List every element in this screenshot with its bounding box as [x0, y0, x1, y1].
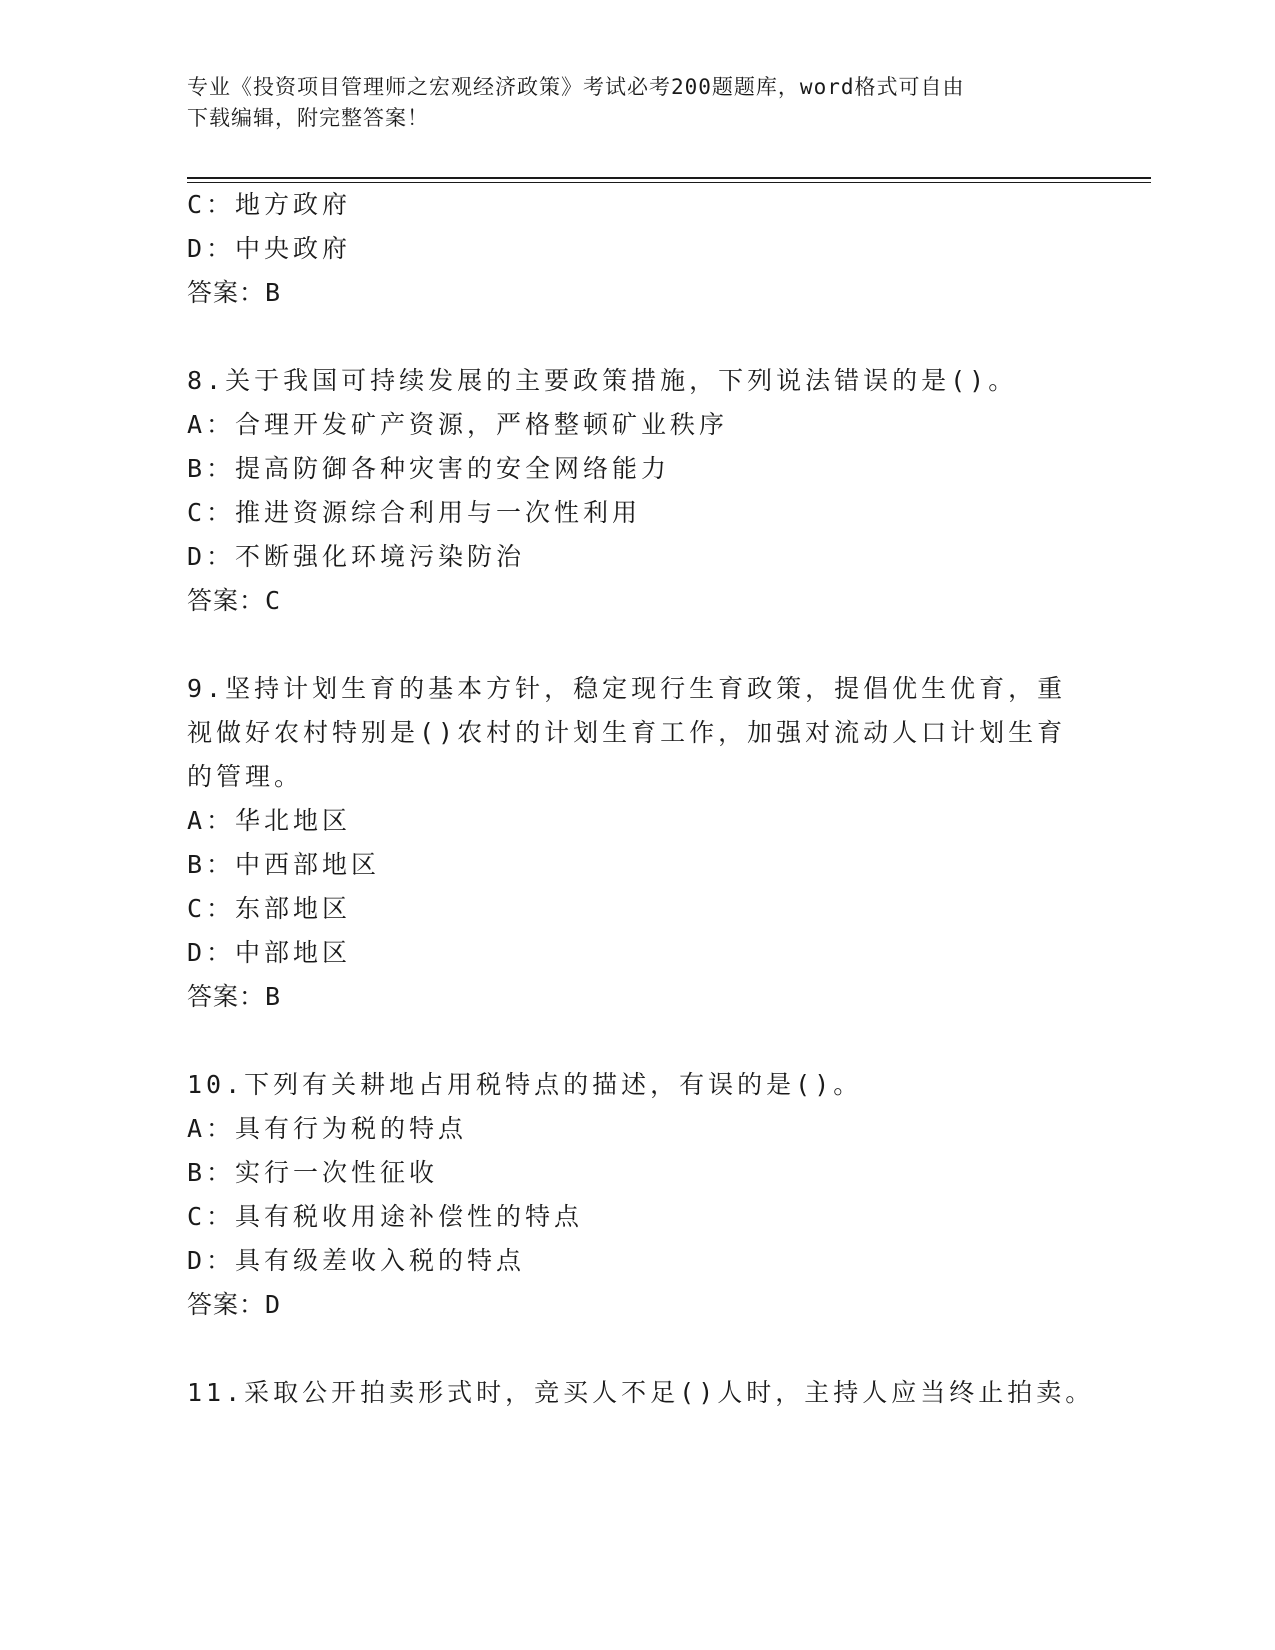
header-divider-thin: [187, 182, 1151, 183]
q8-option-b: B：提高防御各种灾害的安全网络能力: [187, 454, 671, 483]
q9-stem-line-3: 的管理。: [187, 762, 304, 791]
q10-option-d: D：具有级差收入税的特点: [187, 1246, 526, 1275]
q7-option-c: C：地方政府: [187, 190, 352, 219]
q10-option-c: C：具有税收用途补偿性的特点: [187, 1202, 584, 1231]
q8-option-a: A：合理开发矿产资源，严格整顿矿业秩序: [187, 410, 729, 439]
q9-option-b: B：中西部地区: [187, 850, 381, 879]
q9-option-d: D：中部地区: [187, 938, 352, 967]
header-line-1: 专业《投资项目管理师之宏观经济政策》考试必考200题题库，word格式可自由: [187, 75, 965, 99]
q7-option-d: D：中央政府: [187, 234, 352, 263]
q9-option-c: C：东部地区: [187, 894, 352, 923]
document-header: [187, 72, 1067, 134]
q8-option-d: D：不断强化环境污染防治: [187, 542, 526, 571]
q7-answer: 答案：B: [187, 278, 282, 307]
q10-option-a: A：具有行为税的特点: [187, 1114, 468, 1143]
q8-answer: 答案：C: [187, 586, 282, 615]
q9-option-a: A：华北地区: [187, 806, 352, 835]
q8-stem: 8.关于我国可持续发展的主要政策措施，下列说法错误的是()。: [187, 366, 1018, 395]
q9-answer: 答案：B: [187, 982, 282, 1011]
header-line-2: 下载编辑，附完整答案！: [187, 106, 429, 130]
header-divider-thick: [187, 177, 1151, 179]
q8-option-c: C：推进资源综合利用与一次性利用: [187, 498, 642, 527]
q11-stem: 11.采取公开拍卖形式时，竞买人不足()人时，主持人应当终止拍卖。: [187, 1378, 1095, 1407]
q10-option-b: B：实行一次性征收: [187, 1158, 439, 1187]
q10-answer: 答案：D: [187, 1290, 282, 1319]
q10-stem: 10.下列有关耕地占用税特点的描述，有误的是()。: [187, 1070, 863, 1099]
q9-stem-line-2: 视做好农村特别是()农村的计划生育工作，加强对流动人口计划生育: [187, 718, 1067, 747]
q9-stem-line-1: 9.坚持计划生育的基本方针，稳定现行生育政策，提倡优生优育，重: [187, 674, 1067, 703]
